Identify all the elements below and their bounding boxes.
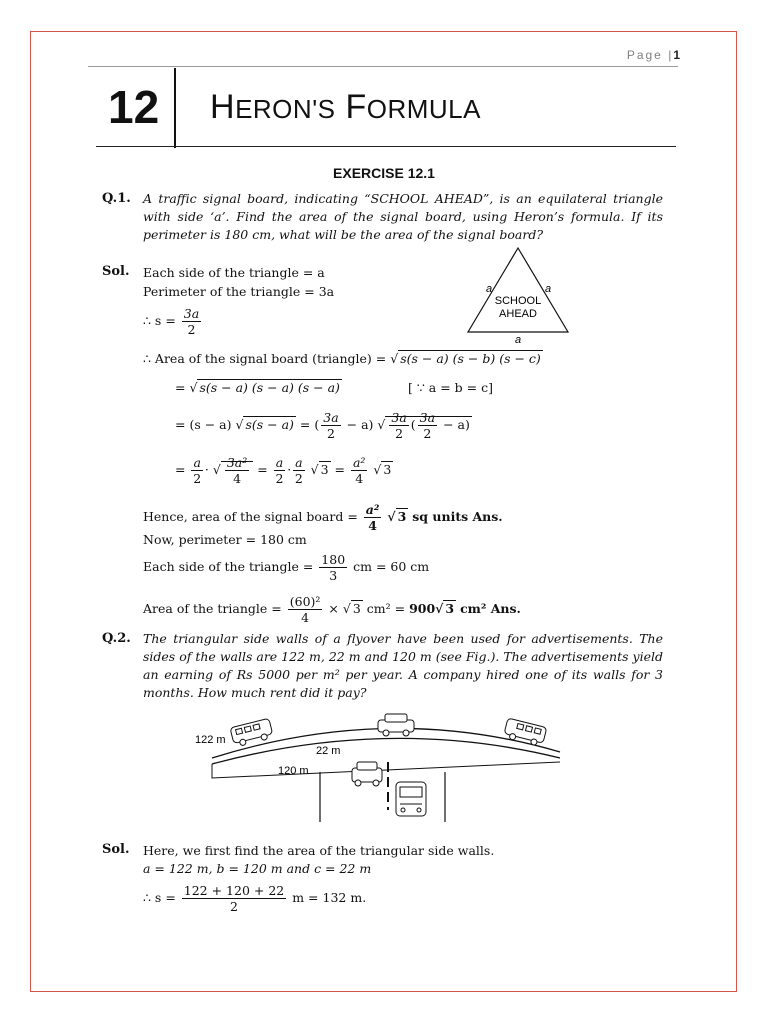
flyover-figure <box>190 712 570 824</box>
car-top-icon <box>378 714 414 736</box>
car-under-icon <box>352 762 382 786</box>
flyover-deck <box>212 738 560 764</box>
sol1-line6: = (s − a) √ s(s − a) = ( $\frac{3a}{2}$ − a) √ $\frac{3a}{2}$ ( $\frac{3a}{2}$ − a) <box>175 410 470 441</box>
page-word: Page <box>626 48 663 62</box>
chapter-title: HERON'S FORMULA <box>210 88 481 126</box>
sol1-hence: Hence, area of the signal board = $\frac{\text{a²}}{4}$ √ 3 sq units Ans. <box>143 502 503 533</box>
school-ahead-figure <box>462 244 574 344</box>
sol1-s-eq: ∴ s = $\frac{3a}{2}$ <box>143 306 200 337</box>
sol1-now: Now, perimeter = 180 cm <box>143 532 307 547</box>
chapter-divider <box>174 68 176 148</box>
page-number: 1 <box>673 48 680 62</box>
title-rule <box>96 146 676 147</box>
sol1-line2: Perimeter of the triangle = 3a <box>143 284 335 299</box>
sol1-label: Sol. <box>102 264 130 279</box>
side-label-left: a <box>486 283 493 295</box>
q2-text: The triangular side walls of a flyover have been used for advertisements. The sides of the walls are 122 m, 22 m and 120 m (see Fig.). The advertisements yield an earning of Rs 5000 per m² per year. A company hired one of its walls for 3 months. How much rent did it pay? <box>143 631 663 700</box>
sol1-line5: = √ s(s − a) (s − a) (s − a) <box>175 380 340 395</box>
label-22m: 22 m <box>316 745 341 757</box>
sol1-line1: Each side of the triangle = a <box>143 265 325 280</box>
side-label-bottom: a <box>515 334 522 344</box>
chapter-number: 12 <box>108 81 160 133</box>
q1-text: A traffic signal board, indicating “SCHOOL AHEAD”, is an equilateral triangle with side ‘a’. Find the area of the signal board, using Heron’s formula. If its perimeter is 180 cm, what will be the area of the signal board? <box>143 191 663 242</box>
bus-under-icon <box>396 782 426 816</box>
sol2-line2: a = 122 m, b = 120 m and c = 22 m <box>143 861 372 876</box>
sol1-each-side: Each side of the triangle = $\frac{180}{3}$ cm = 60 cm <box>143 552 430 583</box>
page-header: Page |1 <box>626 48 680 62</box>
sign-text-line2: AHEAD <box>499 308 537 320</box>
label-120m: 120 m <box>278 765 309 777</box>
sol2-line1: Here, we first find the area of the triangular side walls. <box>143 843 495 858</box>
sol1-line5-note: [ ∵ a = b = c] <box>408 380 493 395</box>
sol1-area-formula: ∴ Area of the signal board (triangle) = √ s(s − a) (s − b) (s − c) <box>143 351 541 366</box>
label-122m: 122 m <box>195 734 226 746</box>
q2-label: Q.2. <box>102 631 131 646</box>
exercise-heading: EXERCISE 12.1 <box>333 165 435 181</box>
sign-text-line1: SCHOOL <box>494 295 542 307</box>
side-label-right: a <box>545 283 552 295</box>
sol1-line7: = $\frac{a}{2}$ · √ $\frac{\text{3a²}}{4}$ = $\frac{a}{2}$ · $\frac{a}{2}$ √ 3 = $\frac{\text{a²}}{4}$ √ 3 <box>175 455 392 486</box>
sol2-label: Sol. <box>102 842 130 857</box>
sol1-area: Area of the triangle = $\frac{\text{(60)²}}{4}$ × √ 3 cm² = 900√ 3 cm² Ans. <box>143 594 521 625</box>
side-wall-triangle <box>212 762 560 778</box>
header-rule <box>88 66 678 67</box>
q1-label: Q.1. <box>102 191 131 206</box>
sol2-s-eq: ∴ s = $\frac{122 + 120 + 22}{2}$ m = 132 m. <box>143 883 367 914</box>
